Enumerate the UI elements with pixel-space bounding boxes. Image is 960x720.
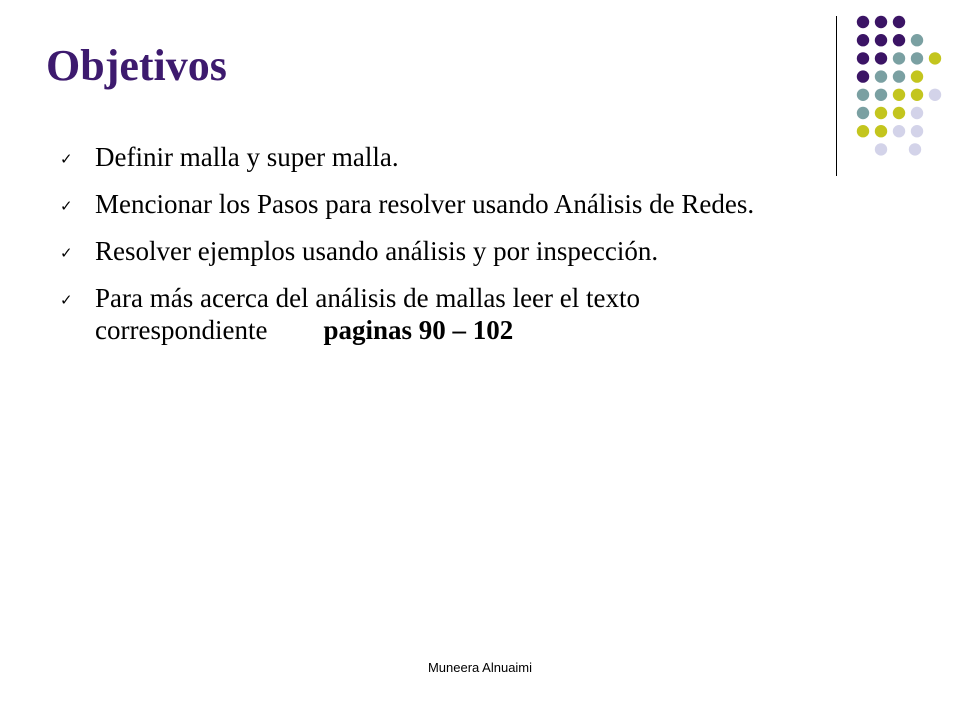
check-icon: ✓ (60, 291, 73, 309)
bullet-text: Mencionar los Pasos para resolver usando Análisis de Redes. (95, 189, 755, 219)
decoration-dot (857, 125, 869, 137)
bullet-list (60, 141, 940, 361)
decoration-dot (875, 89, 887, 101)
decoration-dot (911, 89, 923, 101)
bullet-text-line2: correspondiente (95, 315, 268, 345)
decoration-dot (893, 107, 905, 119)
decoration-dot (929, 89, 941, 101)
decoration-dot (875, 34, 887, 46)
decoration-dot (875, 16, 887, 28)
slide-title: Objetivos (46, 41, 227, 90)
check-icon: ✓ (60, 244, 73, 262)
decoration-dot (875, 52, 887, 64)
check-icon: ✓ (60, 197, 73, 215)
decoration-dot (911, 70, 923, 82)
decoration-dot (857, 107, 869, 119)
decoration-dot (857, 34, 869, 46)
bullet-item (60, 235, 940, 267)
check-icon: ✓ (60, 150, 73, 168)
bullet-item (60, 188, 940, 220)
decoration-dot (893, 89, 905, 101)
decoration-dot (857, 16, 869, 28)
footer-author: Muneera Alnuaimi (427, 660, 533, 675)
decoration-dot (875, 107, 887, 119)
decoration-dot (875, 70, 887, 82)
bullet-item (60, 141, 940, 173)
bullet-text-line1: Para más acerca del análisis de mallas leer el texto (95, 283, 640, 313)
bullet-item (60, 282, 940, 346)
decoration-dot (893, 16, 905, 28)
decoration-dot (911, 52, 923, 64)
bullet-text: Definir malla y super malla. (95, 142, 399, 172)
decoration-dot (857, 70, 869, 82)
decoration-dot (893, 70, 905, 82)
page-reference: paginas 90 – 102 (323, 315, 514, 345)
decoration-dot (911, 125, 923, 137)
decoration-dot (857, 89, 869, 101)
decoration-dot (893, 125, 905, 137)
decoration-dot (929, 52, 941, 64)
decoration-dot (911, 107, 923, 119)
decoration-dot (857, 52, 869, 64)
decoration-dot (893, 34, 905, 46)
bullet-text: Resolver ejemplos usando análisis y por inspección. (95, 236, 659, 266)
decoration-dot (911, 34, 923, 46)
decoration-dot (893, 52, 905, 64)
decoration-dot (875, 125, 887, 137)
